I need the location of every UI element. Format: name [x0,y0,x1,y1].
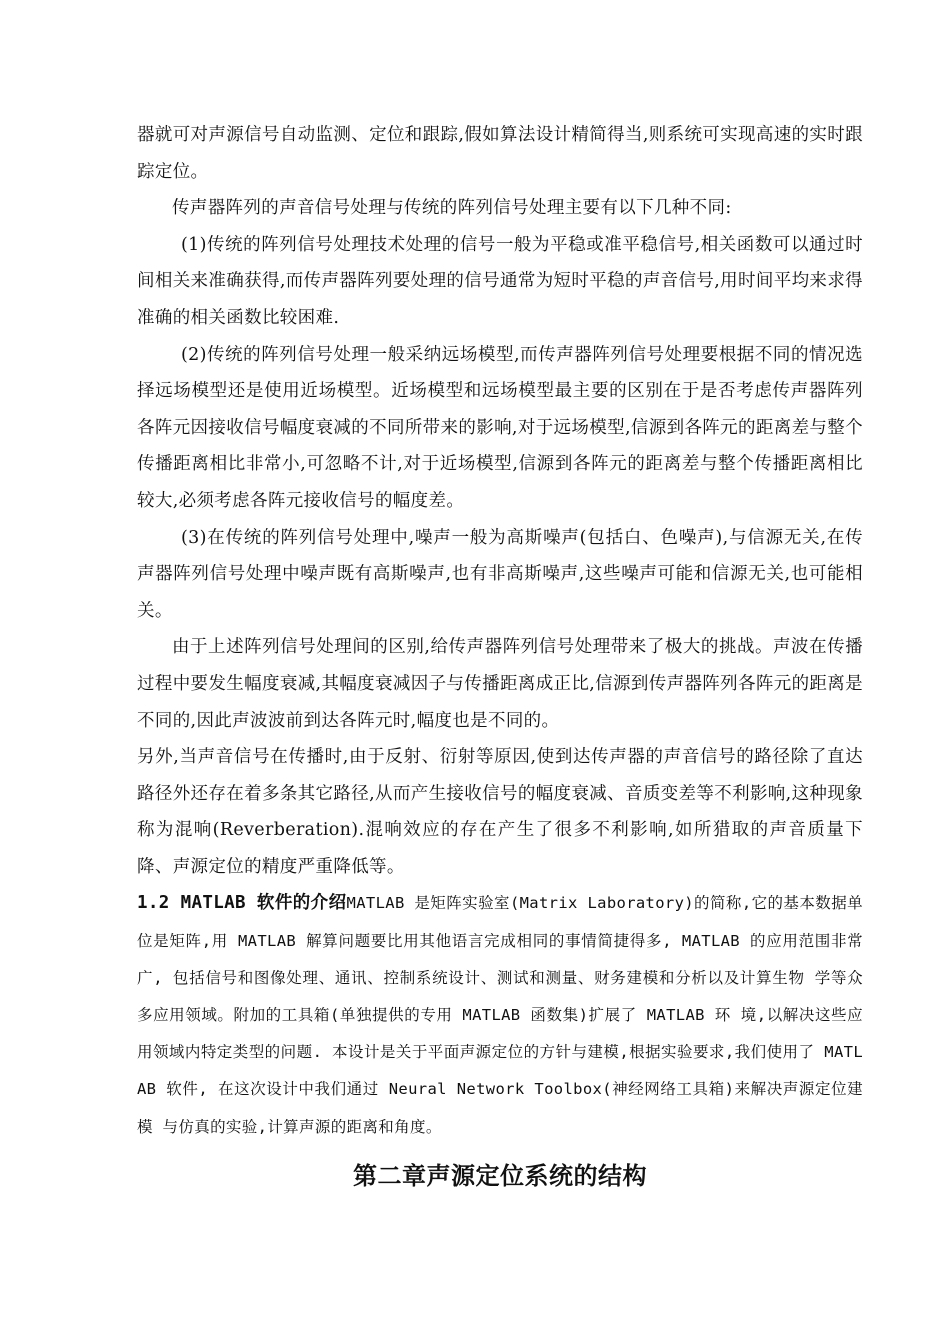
paragraph-challenge: 由于上述阵列信号处理间的区别,给传声器阵列信号处理带来了极大的挑战。声波在传播过程中要发生幅度衰减,其幅度衰减因子与传播距离成正比,信源到传声器阵列各阵元的距离是不同的,因此声波波前到达各阵元时,幅度也是不同的。 [137,637,863,731]
paragraph-continuation: 器就可对声源信号自动监测、定位和跟踪,假如算法设计精简得当,则系统可实现高速的实时跟踪定位。 [137,125,863,182]
paragraph-matlab-intro [137,885,863,1145]
matlab-description: MATLAB 是矩阵实验室(Matrix Laboratory)的简称,它的基本数据单位是矩阵,用 MATLAB 解算问题要比用其他语言完成相同的事情简捷得多, MATLAB 的应用范围非常广, 包括信号和图像处理、通讯、控制系统设计、测试和测量、财务建模和分析以及计算生物 学等众多应用领域。附加的工具箱(单独提供的专用 MATLAB 函数集)扩展了 MATLAB 环 境,以解决这些应用领域内特定类型的问题. 本设计是关于平面声源定位的方针与建模,根据实验要求,我们使用了 MATLAB 软件, 在这次设计中我们通过 Neural Network Toolbox(神经网络工具箱)来解决声源定位建模 与仿真的实验,计算声源的距离和角度。 [137,894,863,1136]
section-heading: 1.2 MATLAB 软件的介绍 [137,893,347,914]
chapter-title: 第二章声源定位系统的结构 [353,1161,647,1190]
paragraph-reverberation: 另外,当声音信号在传播时,由于反射、衍射等原因,使到达传声器的声音信号的路径除了直达路径外还存在着多条其它路径,从而产生接收信号的幅度衰减、音质变差等不利影响,这种现象称为混响(Reverberation).混响效应的存在产生了很多不利影响,如所猎取的声音质量下降、声源定位的精度严重降低等。 [137,747,863,877]
paragraph-difference-2: (2)传统的阵列信号处理一般采纳远场模型,而传声器阵列信号处理要根据不同的情况选择远场模型还是使用近场模型。近场模型和远场模型最主要的区别在于是否考虑传声器阵列各阵元因接收信号幅度衰减的不同所带来的影响,对于远场模型,信源到各阵元的距离差与整个传播距离相比非常小,可忽略不计,对于近场模型,信源到各阵元的距离差与整个传播距离相比较大,必须考虑各阵元接收信号的幅度差。 [137,344,863,511]
document-page [137,117,863,1196]
paragraph-difference-3: (3)在传统的阵列信号处理中,噪声一般为高斯噪声(包括白、色噪声),与信源无关,在传声器阵列信号处理中噪声既有高斯噪声,也有非高斯噪声,这些噪声可能和信源无关,也可能相关。 [137,527,863,621]
paragraph-intro-differences: 传声器阵列的声音信号处理与传统的阵列信号处理主要有以下几种不同: [172,198,732,219]
paragraph-difference-1: (1)传统的阵列信号处理技术处理的信号一般为平稳或准平稳信号,相关函数可以通过时间相关来准确获得,而传声器阵列要处理的信号通常为短时平稳的声音信号,用时间平均来求得准确的相关函数比较困难. [137,234,863,328]
